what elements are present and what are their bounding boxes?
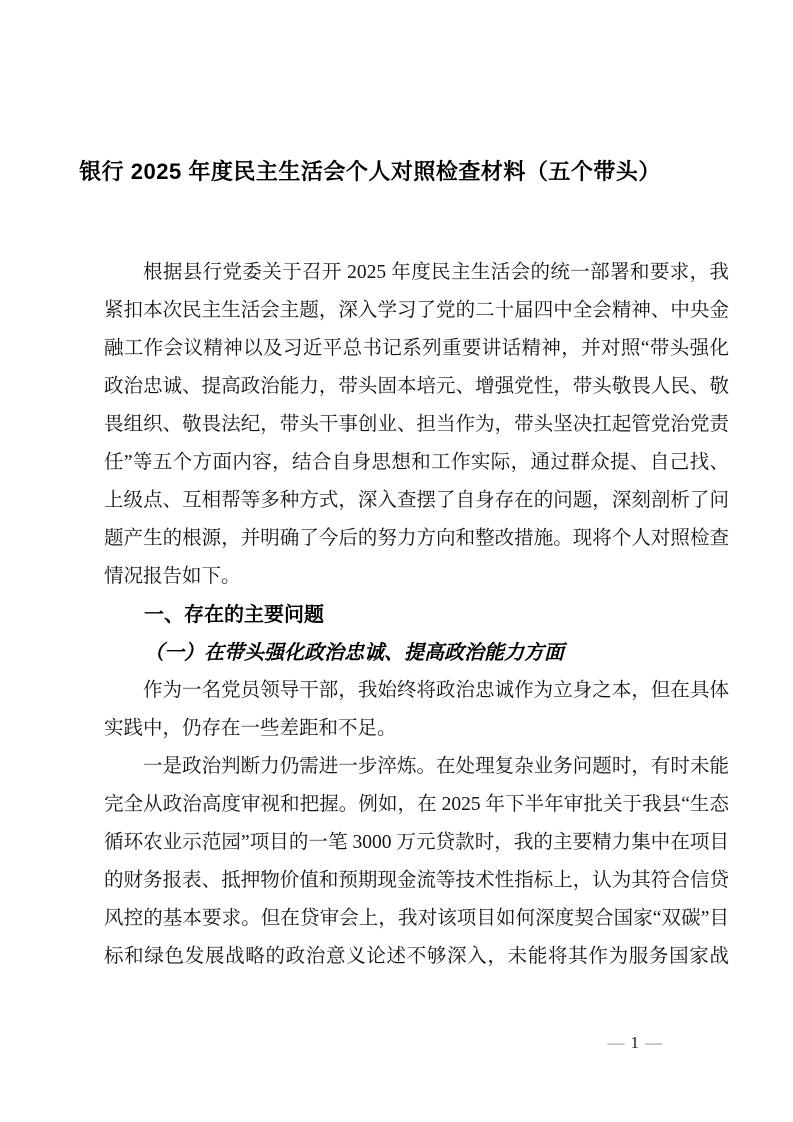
subsection-heading-political-loyalty: （一）在带头强化政治忠诚、提高政治能力方面 [144,642,564,664]
paragraph-self-assessment: 作为一名党员领导干部，我始终将政治忠诚作为立身之本，但在具体实践中，仍存在一些差距和不足。 [104,680,729,739]
paragraph-problem-one: 一是政治判断力仍需进一步淬炼。在处理复杂业务问题时，有时未能完全从政治高度审视和把握。例如，在 2025 年下半年审批关于我县“生态循环农业示范园”项目的一笔 3000 万元贷款时，我的主要精力集中在项目的财务报表、抵押物价值和预期现金流等技术性指标上，认为其符合信贷风控的基本要求。但在贷审会上，我对该项目如何深度契合国家“双碳”目标和绿色发展战略的政治意义论述不够深入，未能将其作为服务国家战 [104,756,729,967]
page-footer [0,1033,668,1053]
page-number: 1 [630,1033,639,1052]
document-body [104,254,729,976]
document-title: 银行 2025 年度民主生活会个人对照检查材料（五个带头） [79,159,661,184]
section-heading-main-problems: 一、存在的主要问题 [144,604,324,626]
footer-dash-left: — [607,1033,625,1052]
paragraph-intro: 根据县行党委关于召开 2025 年度民主生活会的统一部署和要求，我紧扣本次民主生活会主题，深入学习了党的二十届四中全会精神、中央金融工作会议精神以及习近平总书记系列重要讲话精神，并对照“带头强化政治忠诚、提高政治能力，带头固本培元、增强党性，带头敬畏人民、敬畏组织、敬畏法纪，带头干事创业、担当作为，带头坚决扛起管党治党责任”等五个方面内容，结合自身思想和工作实际，通过群众提、自己找、上级点、互相帮等多种方式，深入查摆了自身存在的问题，深刻剖析了问题产生的根源，并明确了今后的努力方向和整改措施。现将个人对照检查情况报告如下。 [104,262,729,587]
footer-dash-right: — [645,1033,662,1052]
